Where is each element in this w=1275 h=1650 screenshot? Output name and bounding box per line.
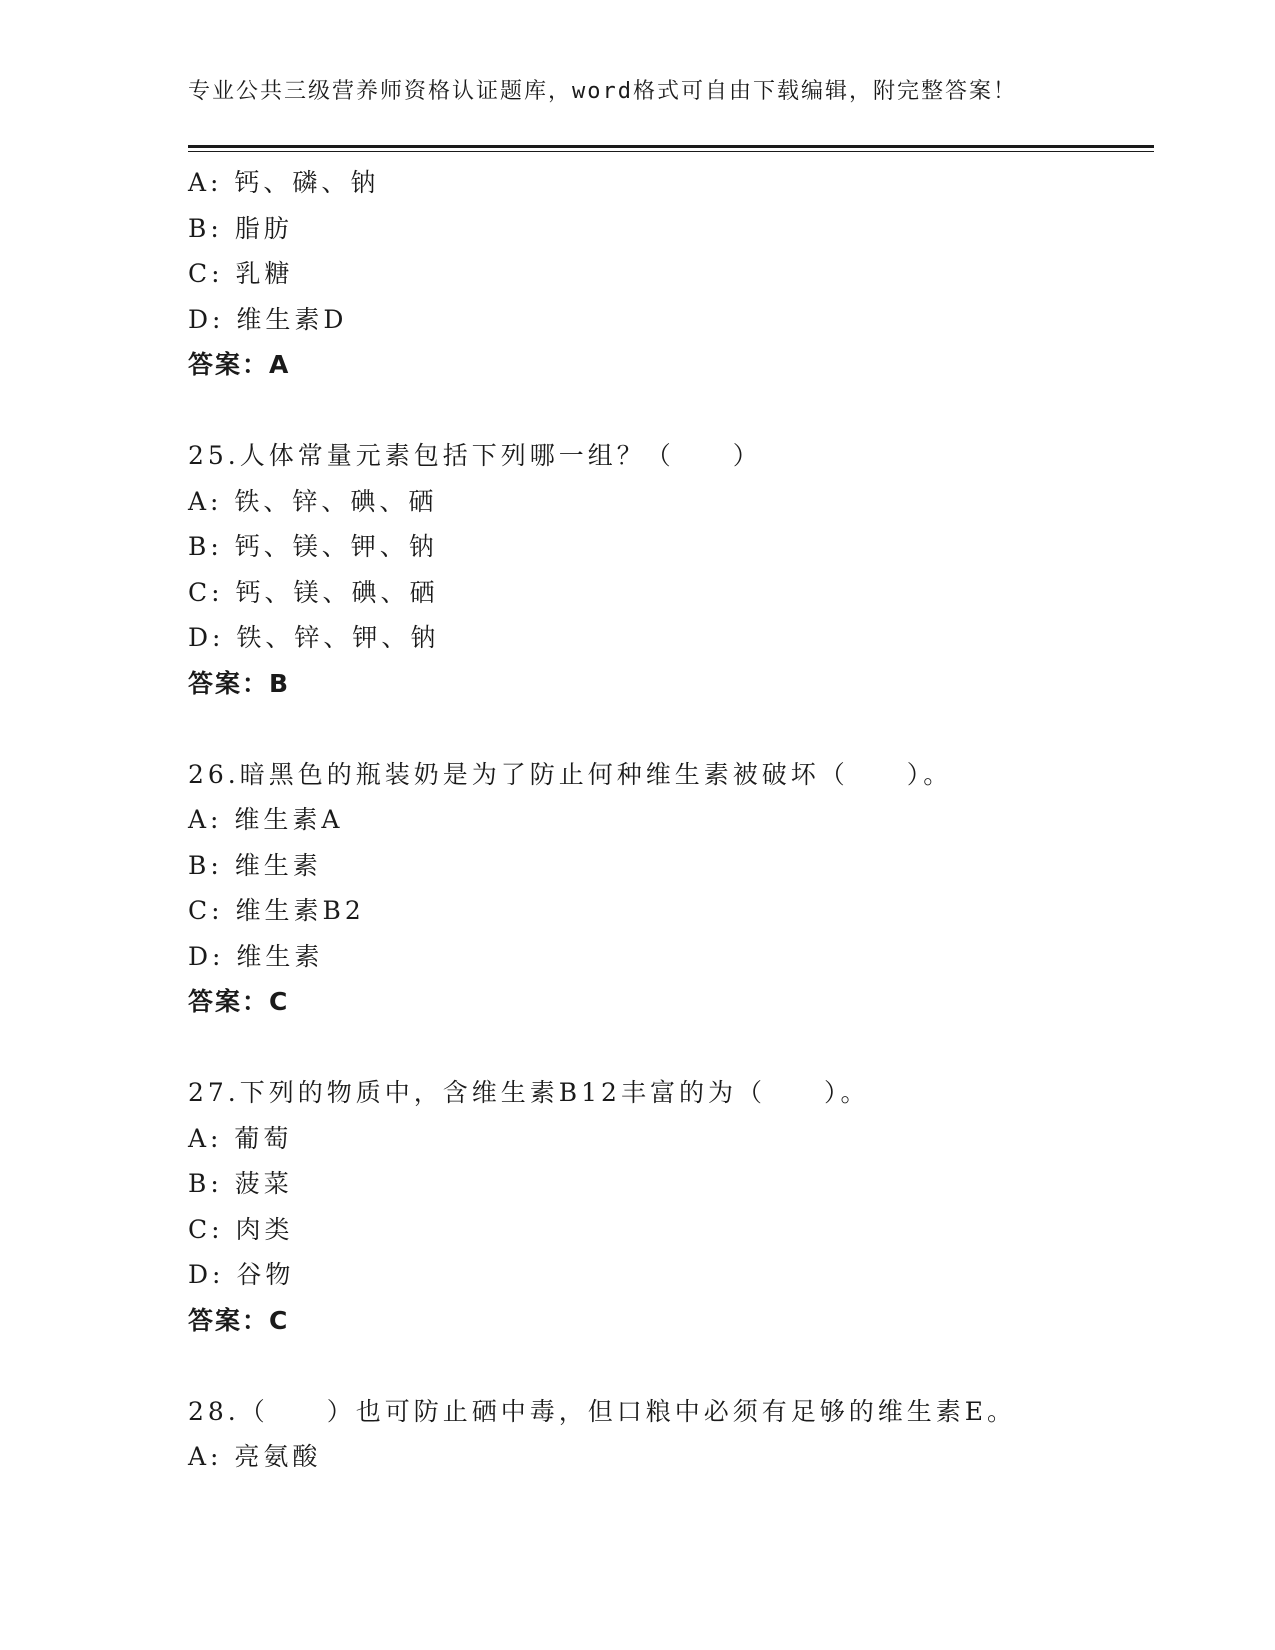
option-a: A: 亮氨酸 <box>188 1442 322 1471</box>
document-body <box>188 160 1154 1480</box>
answer: 答案：C <box>188 987 290 1016</box>
header-rule-thick <box>188 145 1154 148</box>
question-27 <box>188 1070 1154 1343</box>
option-b: B: 维生素 <box>188 850 322 880</box>
option-d: D: 维生素D <box>188 304 348 334</box>
option-a: A: 钙、磷、钠 <box>188 168 380 197</box>
question-stem: 25.人体常量元素包括下列哪一组？（ ） <box>188 441 762 470</box>
header-rule-thin <box>188 151 1154 152</box>
answer: 答案：B <box>188 668 291 698</box>
option-d: D: 维生素 <box>188 941 324 971</box>
question-stem: 28.（ ）也可防止硒中毒，但口粮中必须有足够的维生素E。 <box>188 1396 1017 1426</box>
answer: 答案：C <box>188 1305 290 1335</box>
spacer <box>188 1343 1154 1389</box>
question-24-continued <box>188 160 1154 388</box>
option-b: B: 钙、镁、钾、钠 <box>188 532 438 561</box>
question-25 <box>188 433 1154 706</box>
question-stem: 27.下列的物质中，含维生素B12丰富的为（ ）。 <box>188 1078 870 1107</box>
option-c: C: 钙、镁、碘、硒 <box>188 577 439 607</box>
option-d: D: 谷物 <box>188 1260 295 1289</box>
spacer <box>188 1025 1154 1071</box>
spacer <box>188 706 1154 752</box>
option-a: A: 维生素A <box>188 805 344 834</box>
question-stem: 26.暗黑色的瓶装奶是为了防止何种维生素被破坏（ ）。 <box>188 759 953 789</box>
option-c: C: 乳糖 <box>188 259 294 288</box>
spacer <box>188 388 1154 434</box>
page-header: 专业公共三级营养师资格认证题库，word格式可自由下载编辑，附完整答案！ <box>188 79 1017 104</box>
option-c: C: 维生素B2 <box>188 896 365 925</box>
question-28 <box>188 1389 1154 1480</box>
answer: 答案：A <box>188 350 291 379</box>
option-d: D: 铁、锌、钾、钠 <box>188 623 440 652</box>
option-a: A: 葡萄 <box>188 1123 293 1153</box>
question-26 <box>188 752 1154 1025</box>
option-a: A: 铁、锌、碘、硒 <box>188 486 438 516</box>
option-c: C: 肉类 <box>188 1214 294 1244</box>
option-b: B: 脂肪 <box>188 213 293 243</box>
option-b: B: 菠菜 <box>188 1169 293 1198</box>
